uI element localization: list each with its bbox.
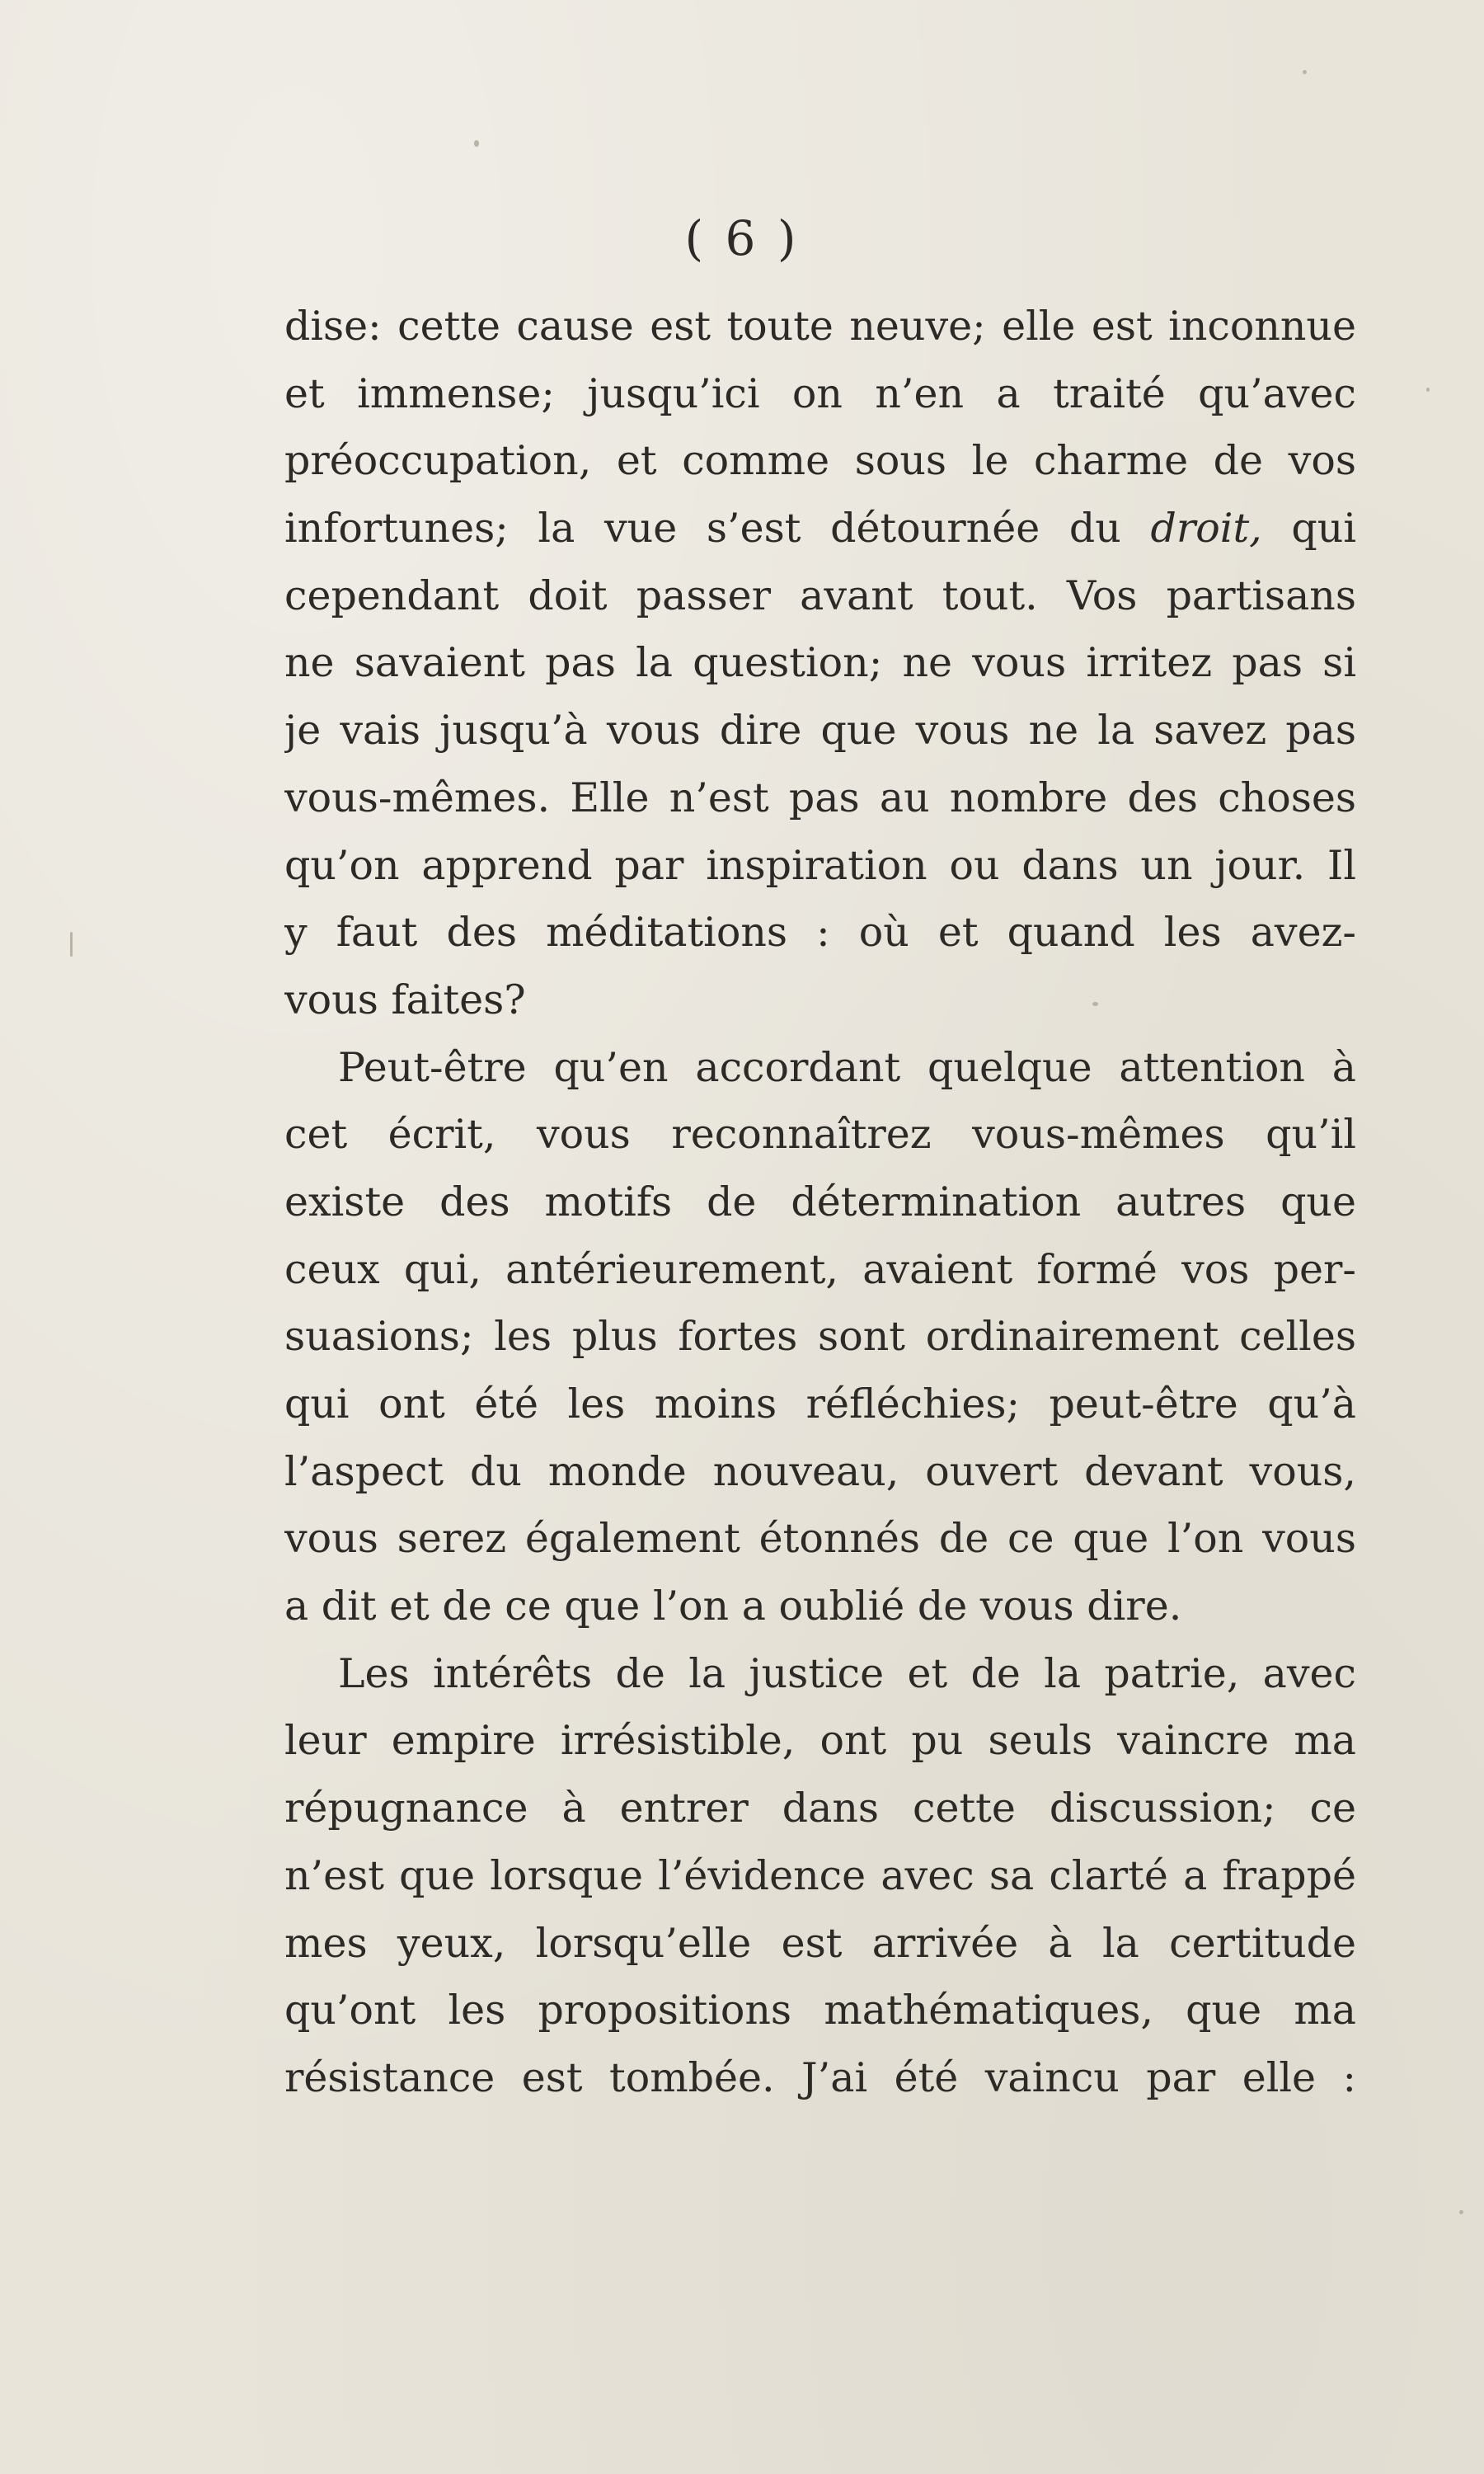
- page-number: ( 6 ): [684, 210, 800, 266]
- text-fragment: qui: [1261, 505, 1356, 553]
- paper-speck: [474, 140, 479, 147]
- text-fragment: infortunes; la vue s’est détournée du: [284, 505, 1151, 553]
- text-line: a dit et de ce que l’on a oublié de vous dire.: [284, 1583, 1182, 1630]
- body-text: [284, 293, 1356, 2112]
- text-line: qui ont été les moins réfléchies; peut-être qu’à: [284, 1380, 1356, 1427]
- paper-speck: [1459, 2210, 1463, 2214]
- paper-speck: [1426, 388, 1430, 392]
- text-line: ne savaient pas la question; ne vous irritez pas si: [284, 639, 1356, 687]
- paragraph-first-line: Les intérêts de la justice et de la patrie, avec: [338, 1649, 1356, 1697]
- text-line: cet écrit, vous reconnaîtrez vous-mêmes qu’il: [284, 1111, 1356, 1159]
- text-line: vous-mêmes. Elle n’est pas au nombre des choses: [284, 774, 1356, 821]
- text-line: qu’ont les propositions mathématiques, que ma: [284, 1987, 1356, 2034]
- text-line: mes yeux, lorsqu’elle est arrivée à la certitude: [284, 1919, 1356, 1967]
- text-line: je vais jusqu’à vous dire que vous ne la savez pas: [284, 707, 1356, 755]
- text-line: qu’on apprend par inspiration ou dans un jour. Il: [284, 841, 1356, 889]
- text-line-with-italic: [284, 495, 1356, 562]
- text-line: leur empire irrésistible, ont pu seuls vaincre ma: [284, 1717, 1356, 1765]
- text-line: n’est que lorsque l’évidence avec sa clarté a frappé: [284, 1851, 1356, 1899]
- text-line: dise: cette cause est toute neuve; elle est inconnue: [284, 303, 1356, 350]
- paper-speck: [1303, 70, 1307, 74]
- text-line: préoccupation, et comme sous le charme de vos: [284, 437, 1356, 485]
- paper-speck: [70, 932, 73, 957]
- text-line: existe des motifs de détermination autres que: [284, 1178, 1356, 1225]
- text-line: vous faites?: [284, 976, 526, 1023]
- italic-word-droit: droit,: [1150, 505, 1262, 553]
- text-line: ceux qui, antérieurement, avaient formé vos per-: [284, 1245, 1356, 1293]
- text-line: cependant doit passer avant tout. Vos partisans: [284, 571, 1356, 619]
- text-line: l’aspect du monde nouveau, ouvert devant vous,: [284, 1447, 1356, 1495]
- text-line: résistance est tombée. J’ai été vaincu par elle :: [284, 2053, 1356, 2101]
- text-line: y faut des méditations : où et quand les avez-: [284, 909, 1356, 957]
- paragraph-first-line: Peut-être qu’en accordant quelque attention à: [338, 1043, 1356, 1091]
- text-line: et immense; jusqu’ici on n’en a traité qu’avec: [284, 369, 1356, 417]
- text-line: vous serez également étonnés de ce que l’on vous: [284, 1515, 1356, 1563]
- paper-speck: [1092, 1002, 1098, 1006]
- text-line: répugnance à entrer dans cette discussion; ce: [284, 1785, 1356, 1832]
- text-line: suasions; les plus fortes sont ordinairement celles: [284, 1313, 1356, 1361]
